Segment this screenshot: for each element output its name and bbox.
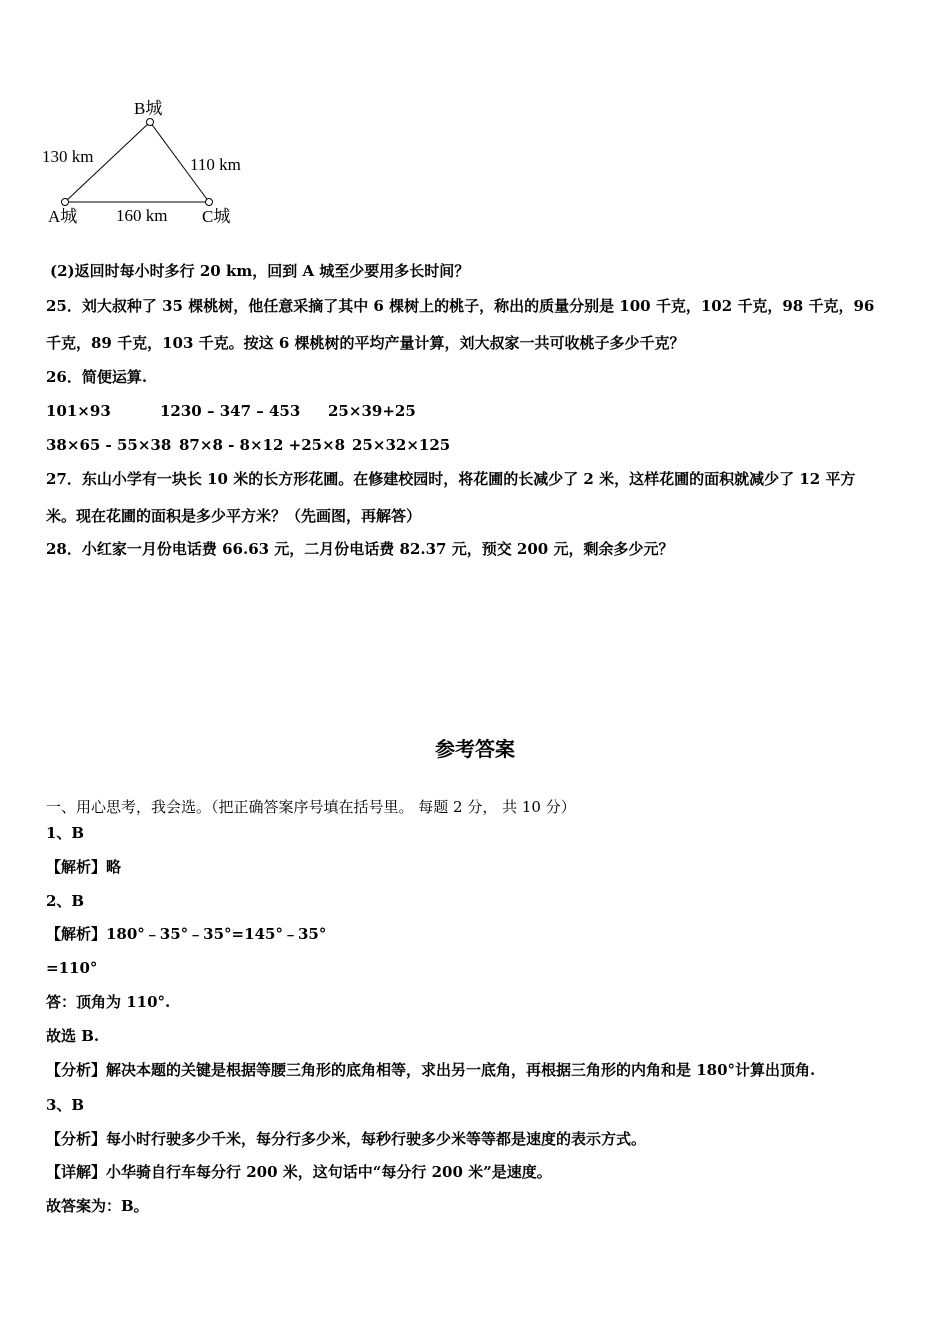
question-27-line2: 米。现在花圃的面积是多少平方米？（先画图，再解答） <box>46 507 422 525</box>
question-24-part2: (2)返回时每小时多行 20 km，回到 A 城至少要用多长时间？ <box>50 262 470 280</box>
answers-title: 参考答案 <box>435 737 515 761</box>
calc-3: 25×39+25 <box>328 402 416 420</box>
label-bc: 110 km <box>190 155 241 174</box>
question-27-line1: 27．东山小学有一块长 10 米的长方形花圃。在修建校园时，将花圃的长减少了 2 米，这样花圃的面积就减少了 12 平方 <box>46 470 856 488</box>
answer-1-note: 【解析】略 <box>46 858 122 876</box>
answer-2: 2、B <box>46 892 85 910</box>
answer-3-final: 故答案为：B。 <box>46 1197 149 1215</box>
calc-5: 87×8 - 8×12 +25×8 <box>179 436 346 454</box>
question-26-row2 <box>46 435 450 455</box>
label-ab: 130 km <box>42 147 94 166</box>
answer-3-analysis: 【分析】每小时行驶多少千米，每分行多少米，每秒行驶多少米等等都是速度的表示方式。 <box>46 1130 647 1148</box>
calc-2: 1230 – 347 – 453 <box>160 402 301 420</box>
calc-4: 38×65 - 55×38 <box>46 436 172 454</box>
question-26-row1 <box>46 401 416 421</box>
vertex-a <box>62 199 69 206</box>
question-28: 28．小红家一月份电话费 66.63 元，二月份电话费 82.37 元，预交 200 元，剩余多少元？ <box>46 540 674 558</box>
label-ac: 160 km <box>116 206 168 225</box>
answer-3-detail: 【详解】小华骑自行车每分行 200 米，这句话中“每分行 200 米”是速度。 <box>46 1163 552 1181</box>
vertex-c <box>206 199 213 206</box>
label-c: C城 <box>202 207 231 226</box>
answer-2-equation: =110° <box>46 959 98 977</box>
calc-1: 101×93 <box>46 402 111 420</box>
label-a: A城 <box>48 207 78 226</box>
answers-section-1: 一、用心思考，我会选。（把正确答案序号填在括号里。 每题 2 分， 共 10 分） <box>46 798 576 816</box>
answer-2-analysis: 【分析】解决本题的关键是根据等腰三角形的底角相等，求出另一底角，再根据三角形的内角和是 180°计算出顶角. <box>46 1061 816 1079</box>
question-25-line2: 千克，89 千克，103 千克。按这 6 棵桃树的平均产量计算，刘大叔家一共可收桃子多少千克？ <box>46 334 685 352</box>
vertex-b <box>147 119 154 126</box>
question-25-line1: 25．刘大叔种了 35 棵桃树，他任意采摘了其中 6 棵树上的桃子，称出的质量分别是 100 千克，102 千克，98 千克，96 <box>46 297 875 315</box>
label-b: B城 <box>134 99 163 118</box>
calc-6: 25×32×125 <box>352 436 451 454</box>
answer-2-choice: 故选 B. <box>46 1027 100 1045</box>
answer-3: 3、B <box>46 1096 85 1114</box>
triangle-diagram <box>30 92 270 237</box>
answer-2-note: 【解析】180°﹣35°﹣35°=145°﹣35° <box>46 925 327 943</box>
question-26-title: 26．简便运算. <box>46 368 148 386</box>
answer-2-result: 答：顶角为 110°. <box>46 993 171 1011</box>
answer-1: 1、B <box>46 824 85 842</box>
